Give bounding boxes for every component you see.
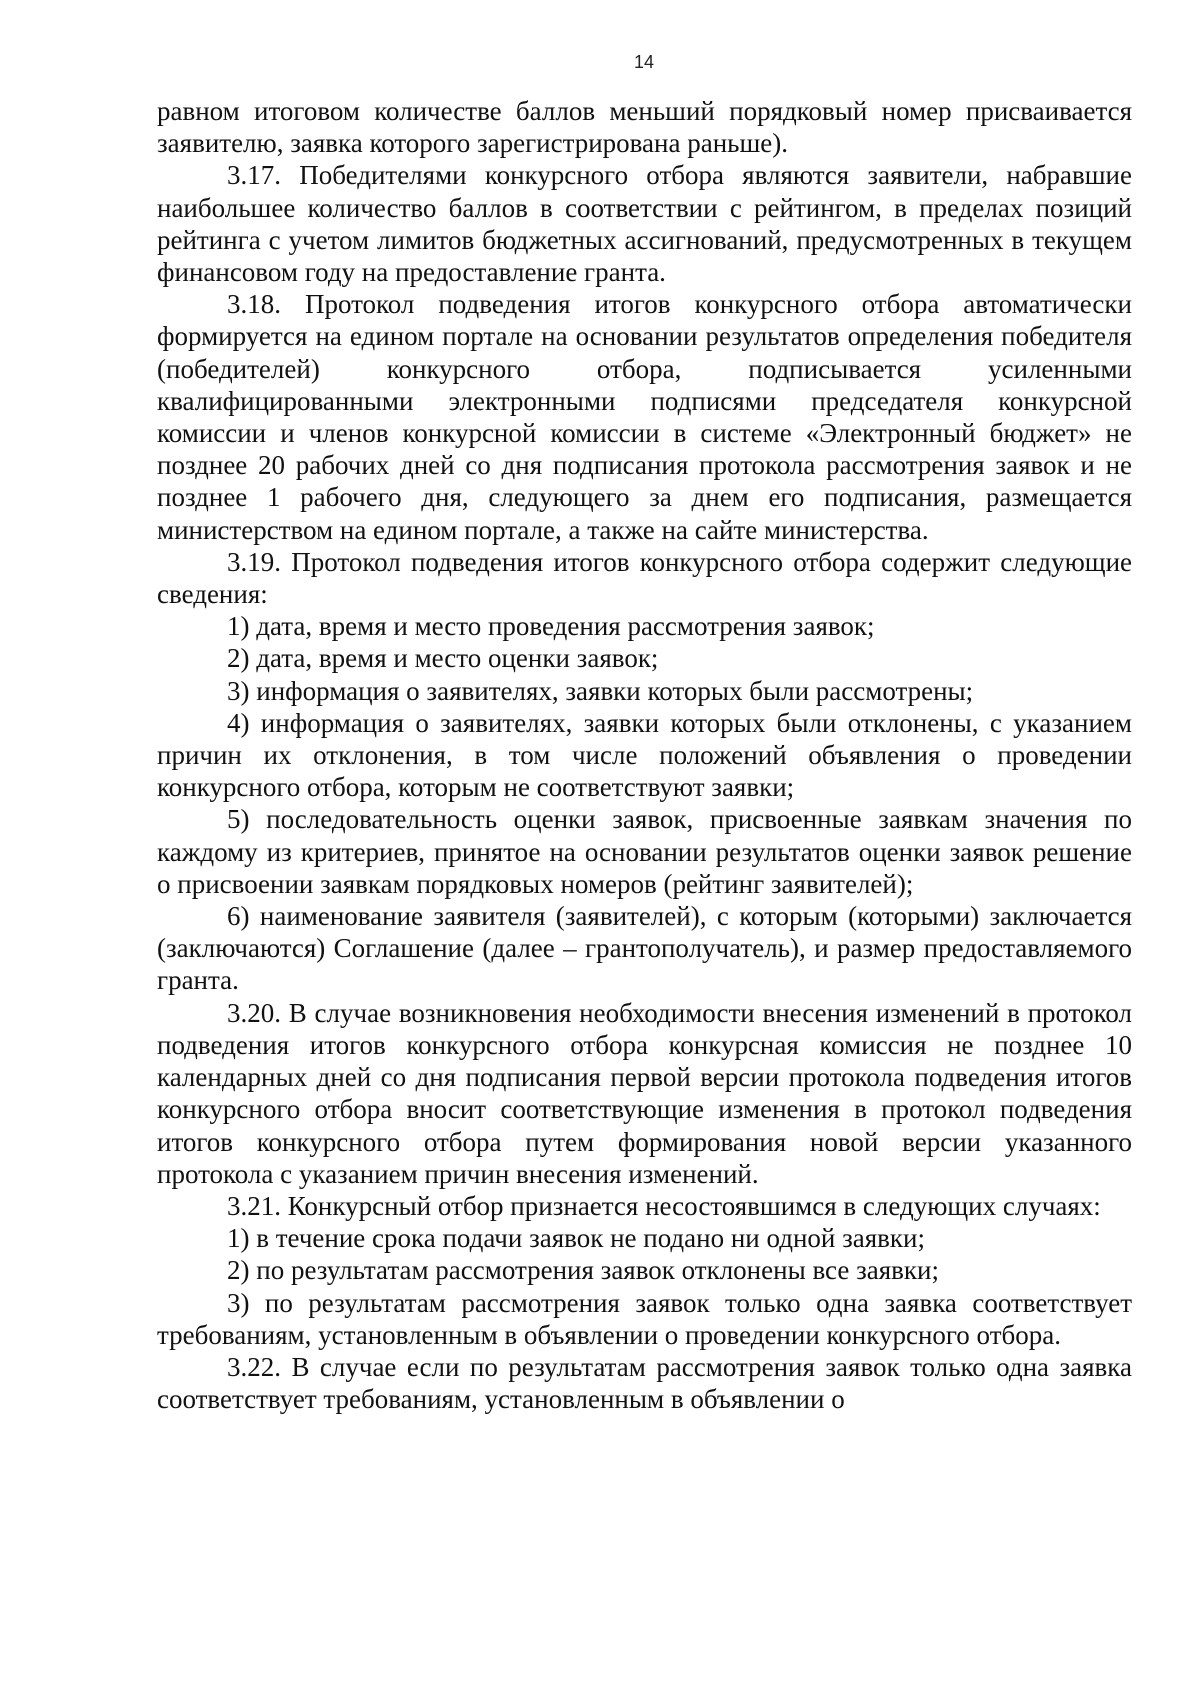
paragraph-3-17: 3.17. Победителями конкурсного отбора являются заявители, набравшие наибольшее количество баллов в соответствии с рейтингом, в пределах позиций рейтинга с учетом лимитов бюджетных ассигнований, предусмотренных в текущем финансовом году на предоставление гранта.: [157, 160, 1132, 288]
page-number: 14: [633, 52, 655, 72]
list-item-3-19-5: 5) последовательность оценки заявок, присвоенные заявкам значения по каждому из критериев, принятое на основании результатов оценки заявок решение о присвоении заявкам порядковых номеров (рейтинг заявителей);: [157, 804, 1132, 899]
list-item-3-21-3: 3) по результатам рассмотрения заявок только одна заявка соответствует требованиям, установленным в объявлении о проведении конкурсного отбора.: [157, 1287, 1132, 1350]
paragraph-3-20: 3.20. В случае возникновения необходимости внесения изменений в протокол подведения итогов конкурсного отбора конкурсная комиссия не позднее 10 календарных дней со дня подписания первой версии протокола подведения итогов конкурсного отбора вносит соответствующие изменения в протокол подведения итогов конкурсного отбора путем формирования новой версии указанного протокола с указанием причин внесения изменений.: [157, 997, 1132, 1189]
paragraph-3-21: 3.21. Конкурсный отбор признается несостоявшимся в следующих случаях:: [227, 1190, 1101, 1221]
list-item-3-19-2: 2) дата, время и место оценки заявок;: [227, 643, 659, 674]
paragraph-3-18: 3.18. Протокол подведения итогов конкурсного отбора автоматически формируется на едином портале на основании результатов определения победителя (победителей) конкурсного отбора, подписывается усиленными квалифицированными электронными подписями председателя конкурсной комиссии и членов конкурсной комиссии в системе «Электронный бюджет» не позднее 20 рабочих дней со дня подписания протокола рассмотрения заявок и не позднее 1 рабочего дня, следующего за днем его подписания, размещается министерством на едином портале, а также на сайте министерства.: [157, 289, 1132, 545]
list-item-3-19-4: 4) информация о заявителях, заявки которых были отклонены, с указанием причин их отклонения, в том числе положений объявления о проведении конкурсного отбора, которым не соответствуют заявки;: [157, 707, 1132, 803]
paragraph-3-22: 3.22. В случае если по результатам рассмотрения заявок только одна заявка соответствует требованиям, установленным в объявлении о: [157, 1351, 1132, 1415]
list-item-3-19-6: 6) наименование заявителя (заявителей), с которым (которыми) заключается (заключаются) Соглашение (далее – грантополучатель), и размер предоставляемого гранта.: [157, 901, 1132, 996]
list-item-3-21-1: 1) в течение срока подачи заявок не подано ни одной заявки;: [227, 1223, 925, 1254]
list-item-3-19-3: 3) информация о заявителях, заявки которых были рассмотрены;: [227, 675, 974, 706]
document-body: [157, 95, 1132, 1415]
list-item-3-21-2: 2) по результатам рассмотрения заявок отклонены все заявки;: [227, 1255, 939, 1286]
list-item-3-19-1: 1) дата, время и место проведения рассмотрения заявок;: [227, 611, 875, 642]
paragraph-3-19: 3.19. Протокол подведения итогов конкурсного отбора содержит следующие сведения:: [157, 546, 1132, 610]
paragraph-continuation: равном итоговом количестве баллов меньший порядковый номер присваивается заявителю, заявка которого зарегистрирована раньше).: [157, 96, 1132, 159]
